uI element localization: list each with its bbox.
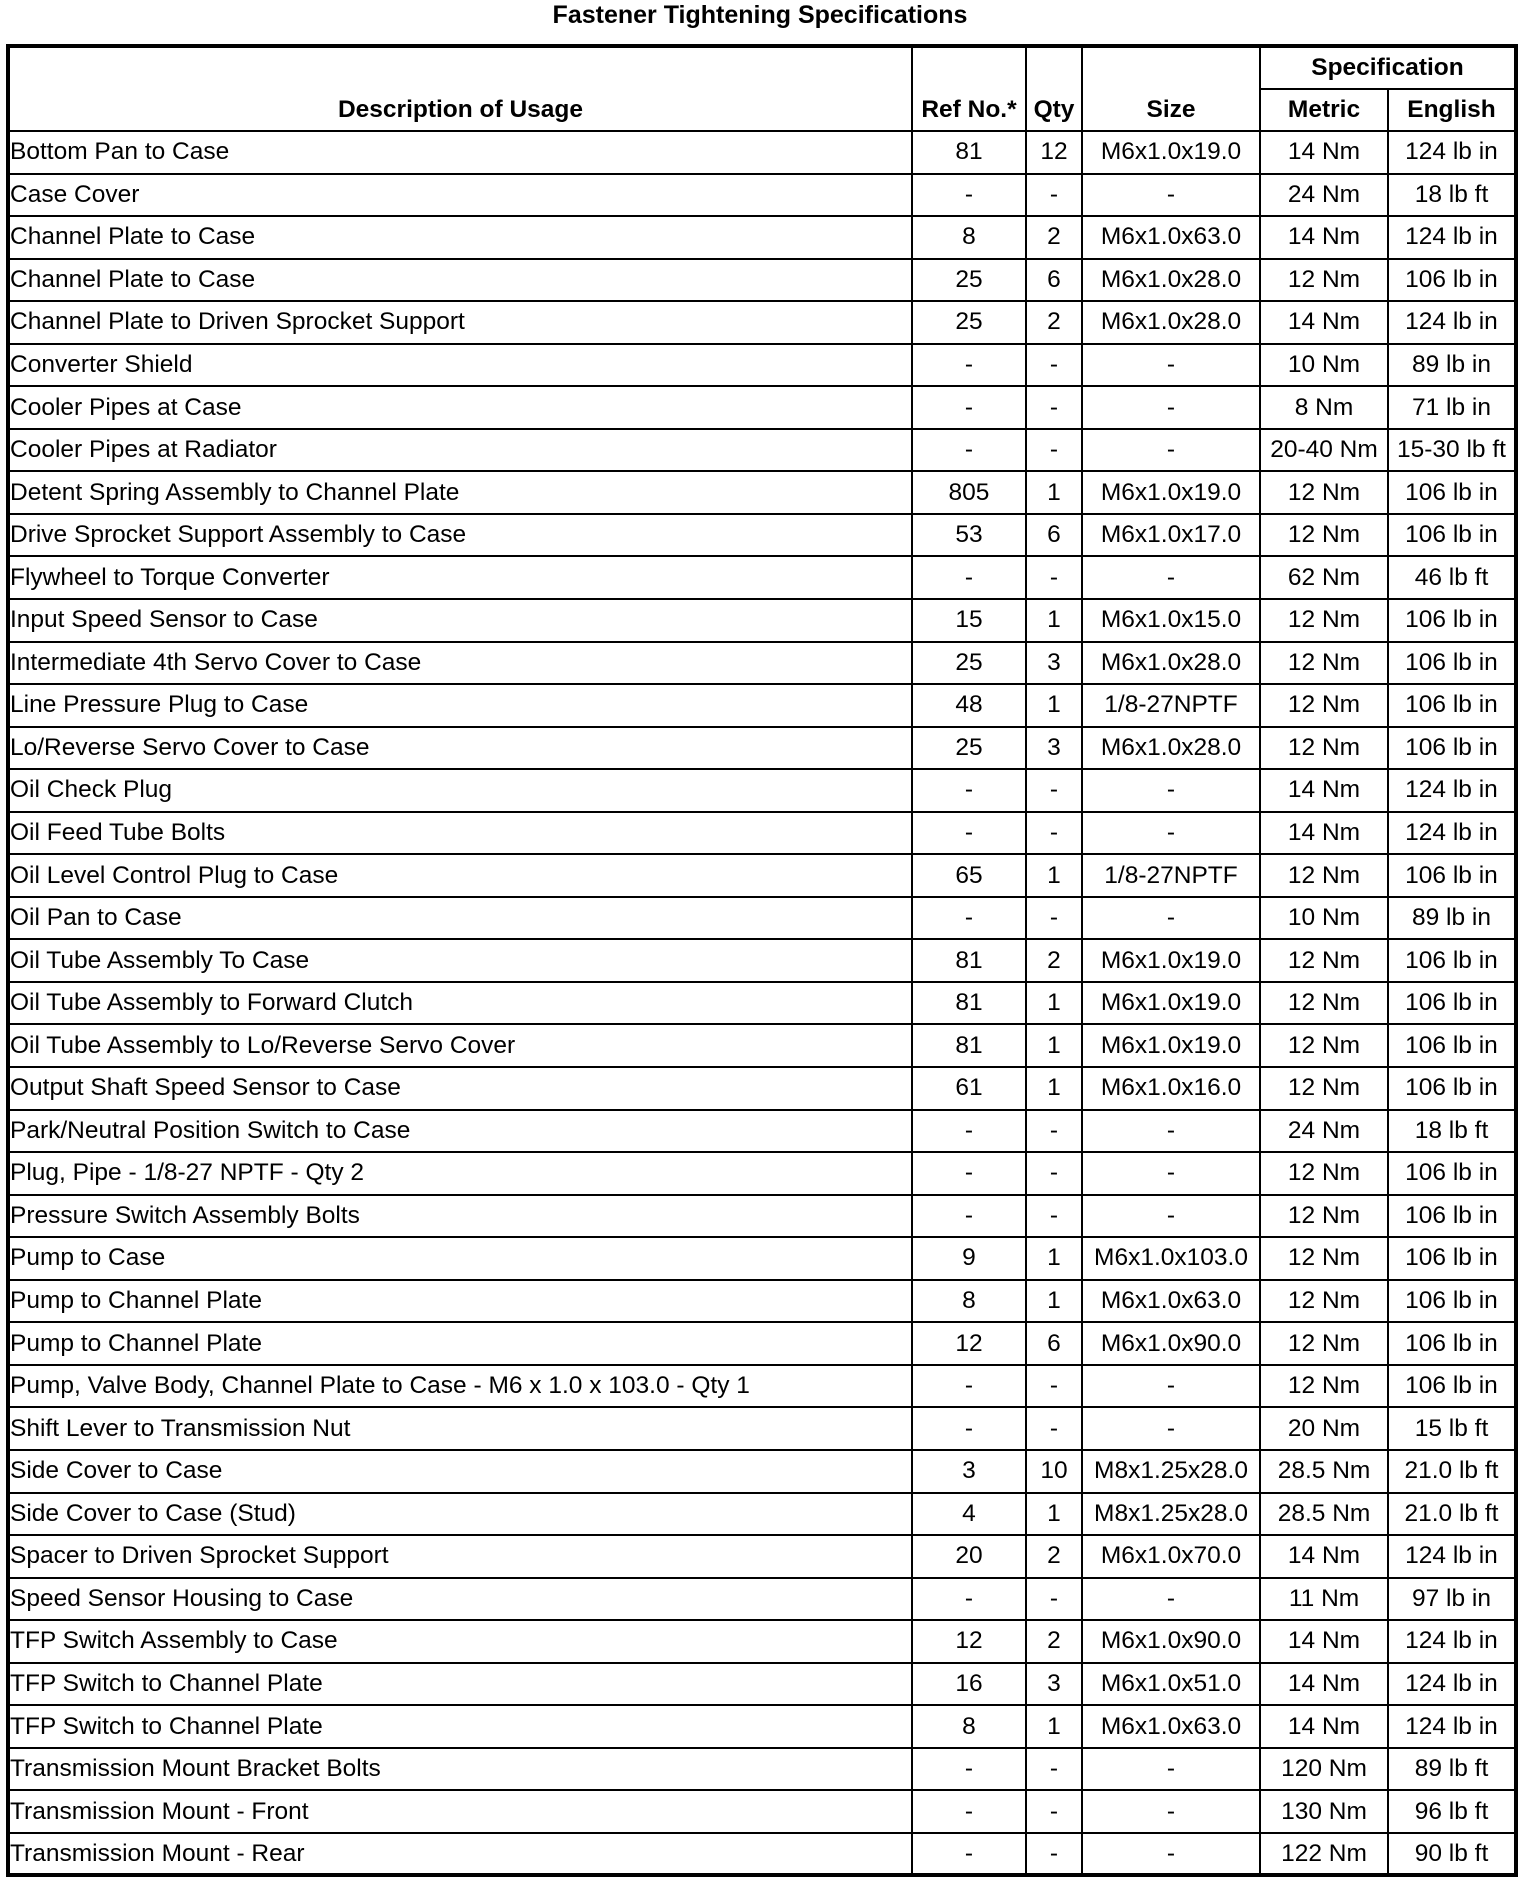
qty-cell: 6 bbox=[1026, 259, 1082, 302]
description-cell: Plug, Pipe - 1/8-27 NPTF - Qty 2 bbox=[8, 1152, 912, 1195]
english-cell: 106 lb in bbox=[1388, 1322, 1516, 1365]
size-cell: - bbox=[1082, 1110, 1260, 1153]
ref-no-cell: 9 bbox=[912, 1237, 1026, 1280]
metric-cell: 14 Nm bbox=[1260, 1535, 1388, 1578]
description-cell: Pump, Valve Body, Channel Plate to Case - M6 x 1.0 x 103.0 - Qty 1 bbox=[8, 1365, 912, 1408]
qty-cell: 2 bbox=[1026, 939, 1082, 982]
col-header-metric: Metric bbox=[1260, 89, 1388, 131]
ref-no-cell: 25 bbox=[912, 642, 1026, 685]
size-cell: M6x1.0x28.0 bbox=[1082, 301, 1260, 344]
description-cell: TFP Switch to Channel Plate bbox=[8, 1705, 912, 1748]
table-row bbox=[8, 301, 1516, 344]
metric-cell: 12 Nm bbox=[1260, 1067, 1388, 1110]
english-cell: 21.0 lb ft bbox=[1388, 1493, 1516, 1536]
qty-cell: 1 bbox=[1026, 684, 1082, 727]
english-cell: 90 lb ft bbox=[1388, 1833, 1516, 1876]
ref-no-cell: - bbox=[912, 556, 1026, 599]
table-row bbox=[8, 556, 1516, 599]
size-cell: M6x1.0x70.0 bbox=[1082, 1535, 1260, 1578]
ref-no-cell: 81 bbox=[912, 939, 1026, 982]
table-row bbox=[8, 1237, 1516, 1280]
table-row bbox=[8, 642, 1516, 685]
size-cell: M6x1.0x28.0 bbox=[1082, 259, 1260, 302]
description-cell: Drive Sprocket Support Assembly to Case bbox=[8, 514, 912, 557]
size-cell: - bbox=[1082, 1407, 1260, 1450]
metric-cell: 62 Nm bbox=[1260, 556, 1388, 599]
metric-cell: 12 Nm bbox=[1260, 1024, 1388, 1067]
metric-cell: 14 Nm bbox=[1260, 769, 1388, 812]
ref-no-cell: 81 bbox=[912, 982, 1026, 1025]
metric-cell: 130 Nm bbox=[1260, 1790, 1388, 1833]
table-row bbox=[8, 1790, 1516, 1833]
table-row bbox=[8, 1578, 1516, 1621]
english-cell: 106 lb in bbox=[1388, 1152, 1516, 1195]
description-cell: Lo/Reverse Servo Cover to Case bbox=[8, 727, 912, 770]
table-row bbox=[8, 1833, 1516, 1876]
ref-no-cell: - bbox=[912, 1407, 1026, 1450]
size-cell: M6x1.0x28.0 bbox=[1082, 727, 1260, 770]
description-cell: Transmission Mount Bracket Bolts bbox=[8, 1748, 912, 1791]
description-cell: Pressure Switch Assembly Bolts bbox=[8, 1195, 912, 1238]
description-cell: Channel Plate to Driven Sprocket Support bbox=[8, 301, 912, 344]
table-row bbox=[8, 1110, 1516, 1153]
qty-cell: 10 bbox=[1026, 1450, 1082, 1493]
description-cell: Oil Level Control Plug to Case bbox=[8, 854, 912, 897]
description-cell: Oil Tube Assembly To Case bbox=[8, 939, 912, 982]
english-cell: 106 lb in bbox=[1388, 854, 1516, 897]
size-cell: M6x1.0x103.0 bbox=[1082, 1237, 1260, 1280]
english-cell: 106 lb in bbox=[1388, 939, 1516, 982]
ref-no-cell: - bbox=[912, 1195, 1026, 1238]
english-cell: 124 lb in bbox=[1388, 301, 1516, 344]
qty-cell: - bbox=[1026, 1748, 1082, 1791]
metric-cell: 28.5 Nm bbox=[1260, 1450, 1388, 1493]
size-cell: - bbox=[1082, 1365, 1260, 1408]
metric-cell: 11 Nm bbox=[1260, 1578, 1388, 1621]
qty-cell: 3 bbox=[1026, 727, 1082, 770]
metric-cell: 24 Nm bbox=[1260, 174, 1388, 217]
english-cell: 106 lb in bbox=[1388, 599, 1516, 642]
table-row bbox=[8, 1620, 1516, 1663]
ref-no-cell: - bbox=[912, 1833, 1026, 1876]
qty-cell: 3 bbox=[1026, 1663, 1082, 1706]
size-cell: M6x1.0x51.0 bbox=[1082, 1663, 1260, 1706]
metric-cell: 12 Nm bbox=[1260, 982, 1388, 1025]
table-row bbox=[8, 386, 1516, 429]
english-cell: 124 lb in bbox=[1388, 1620, 1516, 1663]
table-row bbox=[8, 1450, 1516, 1493]
qty-cell: 2 bbox=[1026, 301, 1082, 344]
metric-cell: 12 Nm bbox=[1260, 1237, 1388, 1280]
size-cell: - bbox=[1082, 556, 1260, 599]
description-cell: Spacer to Driven Sprocket Support bbox=[8, 1535, 912, 1578]
description-cell: Channel Plate to Case bbox=[8, 216, 912, 259]
metric-cell: 12 Nm bbox=[1260, 259, 1388, 302]
qty-cell: 2 bbox=[1026, 1620, 1082, 1663]
table-row bbox=[8, 131, 1516, 174]
description-cell: Oil Feed Tube Bolts bbox=[8, 812, 912, 855]
metric-cell: 12 Nm bbox=[1260, 1322, 1388, 1365]
size-cell: M6x1.0x17.0 bbox=[1082, 514, 1260, 557]
english-cell: 97 lb in bbox=[1388, 1578, 1516, 1621]
ref-no-cell: 8 bbox=[912, 216, 1026, 259]
metric-cell: 14 Nm bbox=[1260, 1620, 1388, 1663]
metric-cell: 14 Nm bbox=[1260, 301, 1388, 344]
metric-cell: 12 Nm bbox=[1260, 1195, 1388, 1238]
ref-no-cell: 16 bbox=[912, 1663, 1026, 1706]
qty-cell: 6 bbox=[1026, 514, 1082, 557]
english-cell: 15-30 lb ft bbox=[1388, 429, 1516, 472]
qty-cell: 1 bbox=[1026, 1493, 1082, 1536]
english-cell: 89 lb ft bbox=[1388, 1748, 1516, 1791]
description-cell: Oil Tube Assembly to Lo/Reverse Servo Cover bbox=[8, 1024, 912, 1067]
table-row bbox=[8, 429, 1516, 472]
qty-cell: - bbox=[1026, 1407, 1082, 1450]
qty-cell: 1 bbox=[1026, 1705, 1082, 1748]
english-cell: 124 lb in bbox=[1388, 1535, 1516, 1578]
size-cell: - bbox=[1082, 1578, 1260, 1621]
ref-no-cell: - bbox=[912, 897, 1026, 940]
qty-cell: 1 bbox=[1026, 1237, 1082, 1280]
description-cell: Transmission Mount - Rear bbox=[8, 1833, 912, 1876]
metric-cell: 12 Nm bbox=[1260, 514, 1388, 557]
description-cell: Transmission Mount - Front bbox=[8, 1790, 912, 1833]
qty-cell: - bbox=[1026, 1195, 1082, 1238]
col-header-description: Description of Usage bbox=[8, 46, 912, 131]
table-row bbox=[8, 1748, 1516, 1791]
size-cell: M6x1.0x63.0 bbox=[1082, 216, 1260, 259]
qty-cell: 1 bbox=[1026, 1067, 1082, 1110]
col-header-english: English bbox=[1388, 89, 1516, 131]
size-cell: M8x1.25x28.0 bbox=[1082, 1450, 1260, 1493]
metric-cell: 12 Nm bbox=[1260, 727, 1388, 770]
metric-cell: 10 Nm bbox=[1260, 897, 1388, 940]
english-cell: 124 lb in bbox=[1388, 1663, 1516, 1706]
metric-cell: 14 Nm bbox=[1260, 1705, 1388, 1748]
description-cell: Park/Neutral Position Switch to Case bbox=[8, 1110, 912, 1153]
qty-cell: 12 bbox=[1026, 131, 1082, 174]
qty-cell: - bbox=[1026, 556, 1082, 599]
table-row bbox=[8, 471, 1516, 514]
english-cell: 106 lb in bbox=[1388, 982, 1516, 1025]
size-cell: M6x1.0x90.0 bbox=[1082, 1620, 1260, 1663]
metric-cell: 14 Nm bbox=[1260, 1663, 1388, 1706]
metric-cell: 8 Nm bbox=[1260, 386, 1388, 429]
table-row bbox=[8, 599, 1516, 642]
col-header-qty: Qty bbox=[1026, 46, 1082, 131]
english-cell: 89 lb in bbox=[1388, 344, 1516, 387]
table-row bbox=[8, 1663, 1516, 1706]
description-cell: Line Pressure Plug to Case bbox=[8, 684, 912, 727]
english-cell: 18 lb ft bbox=[1388, 1110, 1516, 1153]
qty-cell: 1 bbox=[1026, 854, 1082, 897]
ref-no-cell: 25 bbox=[912, 727, 1026, 770]
table-row bbox=[8, 1067, 1516, 1110]
description-cell: TFP Switch Assembly to Case bbox=[8, 1620, 912, 1663]
size-cell: M6x1.0x19.0 bbox=[1082, 471, 1260, 514]
description-cell: Cooler Pipes at Case bbox=[8, 386, 912, 429]
ref-no-cell: 4 bbox=[912, 1493, 1026, 1536]
metric-cell: 12 Nm bbox=[1260, 939, 1388, 982]
english-cell: 89 lb in bbox=[1388, 897, 1516, 940]
col-header-specification: Specification bbox=[1260, 46, 1516, 89]
english-cell: 46 lb ft bbox=[1388, 556, 1516, 599]
english-cell: 18 lb ft bbox=[1388, 174, 1516, 217]
table-row bbox=[8, 1024, 1516, 1067]
english-cell: 71 lb in bbox=[1388, 386, 1516, 429]
size-cell: 1/8-27NPTF bbox=[1082, 854, 1260, 897]
table-row bbox=[8, 1322, 1516, 1365]
table-row bbox=[8, 344, 1516, 387]
ref-no-cell: - bbox=[912, 1152, 1026, 1195]
ref-no-cell: - bbox=[912, 344, 1026, 387]
description-cell: Case Cover bbox=[8, 174, 912, 217]
description-cell: Side Cover to Case bbox=[8, 1450, 912, 1493]
english-cell: 106 lb in bbox=[1388, 727, 1516, 770]
table-row bbox=[8, 259, 1516, 302]
size-cell: M6x1.0x19.0 bbox=[1082, 939, 1260, 982]
table-row bbox=[8, 1280, 1516, 1323]
size-cell: M6x1.0x19.0 bbox=[1082, 131, 1260, 174]
table-row bbox=[8, 216, 1516, 259]
table-row bbox=[8, 1365, 1516, 1408]
table-row bbox=[8, 514, 1516, 557]
size-cell: - bbox=[1082, 1833, 1260, 1876]
metric-cell: 14 Nm bbox=[1260, 812, 1388, 855]
size-cell: - bbox=[1082, 1152, 1260, 1195]
metric-cell: 20 Nm bbox=[1260, 1407, 1388, 1450]
qty-cell: 1 bbox=[1026, 1280, 1082, 1323]
ref-no-cell: - bbox=[912, 1365, 1026, 1408]
metric-cell: 28.5 Nm bbox=[1260, 1493, 1388, 1536]
metric-cell: 12 Nm bbox=[1260, 471, 1388, 514]
size-cell: 1/8-27NPTF bbox=[1082, 684, 1260, 727]
size-cell: - bbox=[1082, 769, 1260, 812]
size-cell: - bbox=[1082, 386, 1260, 429]
english-cell: 106 lb in bbox=[1388, 684, 1516, 727]
metric-cell: 24 Nm bbox=[1260, 1110, 1388, 1153]
description-cell: Pump to Channel Plate bbox=[8, 1322, 912, 1365]
qty-cell: 1 bbox=[1026, 1024, 1082, 1067]
english-cell: 106 lb in bbox=[1388, 1067, 1516, 1110]
description-cell: Input Speed Sensor to Case bbox=[8, 599, 912, 642]
qty-cell: - bbox=[1026, 1790, 1082, 1833]
description-cell: Cooler Pipes at Radiator bbox=[8, 429, 912, 472]
table-row bbox=[8, 174, 1516, 217]
english-cell: 21.0 lb ft bbox=[1388, 1450, 1516, 1493]
size-cell: - bbox=[1082, 174, 1260, 217]
english-cell: 15 lb ft bbox=[1388, 1407, 1516, 1450]
size-cell: - bbox=[1082, 429, 1260, 472]
size-cell: M6x1.0x63.0 bbox=[1082, 1280, 1260, 1323]
ref-no-cell: 8 bbox=[912, 1705, 1026, 1748]
metric-cell: 12 Nm bbox=[1260, 599, 1388, 642]
qty-cell: - bbox=[1026, 812, 1082, 855]
ref-no-cell: 12 bbox=[912, 1322, 1026, 1365]
size-cell: M6x1.0x90.0 bbox=[1082, 1322, 1260, 1365]
english-cell: 106 lb in bbox=[1388, 1280, 1516, 1323]
ref-no-cell: 20 bbox=[912, 1535, 1026, 1578]
ref-no-cell: 53 bbox=[912, 514, 1026, 557]
english-cell: 106 lb in bbox=[1388, 1365, 1516, 1408]
qty-cell: - bbox=[1026, 344, 1082, 387]
english-cell: 106 lb in bbox=[1388, 642, 1516, 685]
table-row bbox=[8, 1152, 1516, 1195]
description-cell: Pump to Case bbox=[8, 1237, 912, 1280]
qty-cell: - bbox=[1026, 1833, 1082, 1876]
english-cell: 106 lb in bbox=[1388, 514, 1516, 557]
size-cell: - bbox=[1082, 1790, 1260, 1833]
english-cell: 106 lb in bbox=[1388, 1237, 1516, 1280]
size-cell: M6x1.0x19.0 bbox=[1082, 1024, 1260, 1067]
size-cell: M6x1.0x19.0 bbox=[1082, 982, 1260, 1025]
qty-cell: 1 bbox=[1026, 982, 1082, 1025]
table-row bbox=[8, 812, 1516, 855]
ref-no-cell: - bbox=[912, 1790, 1026, 1833]
size-cell: - bbox=[1082, 812, 1260, 855]
col-header-size: Size bbox=[1082, 46, 1260, 131]
qty-cell: 1 bbox=[1026, 599, 1082, 642]
qty-cell: - bbox=[1026, 769, 1082, 812]
ref-no-cell: 3 bbox=[912, 1450, 1026, 1493]
table-row bbox=[8, 769, 1516, 812]
qty-cell: 2 bbox=[1026, 1535, 1082, 1578]
metric-cell: 14 Nm bbox=[1260, 131, 1388, 174]
english-cell: 124 lb in bbox=[1388, 1705, 1516, 1748]
table-row bbox=[8, 1493, 1516, 1536]
size-cell: M6x1.0x15.0 bbox=[1082, 599, 1260, 642]
page-title: Fastener Tightening Specifications bbox=[552, 1, 968, 29]
description-cell: Oil Pan to Case bbox=[8, 897, 912, 940]
description-cell: Shift Lever to Transmission Nut bbox=[8, 1407, 912, 1450]
description-cell: Side Cover to Case (Stud) bbox=[8, 1493, 912, 1536]
ref-no-cell: - bbox=[912, 386, 1026, 429]
table-row bbox=[8, 727, 1516, 770]
table-row bbox=[8, 982, 1516, 1025]
table-row bbox=[8, 939, 1516, 982]
description-cell: Pump to Channel Plate bbox=[8, 1280, 912, 1323]
metric-cell: 12 Nm bbox=[1260, 1280, 1388, 1323]
metric-cell: 120 Nm bbox=[1260, 1748, 1388, 1791]
metric-cell: 20-40 Nm bbox=[1260, 429, 1388, 472]
english-cell: 124 lb in bbox=[1388, 216, 1516, 259]
table-row bbox=[8, 1195, 1516, 1238]
qty-cell: - bbox=[1026, 897, 1082, 940]
metric-cell: 122 Nm bbox=[1260, 1833, 1388, 1876]
description-cell: Oil Tube Assembly to Forward Clutch bbox=[8, 982, 912, 1025]
metric-cell: 10 Nm bbox=[1260, 344, 1388, 387]
size-cell: M8x1.25x28.0 bbox=[1082, 1493, 1260, 1536]
qty-cell: 2 bbox=[1026, 216, 1082, 259]
col-header-ref-no: Ref No.* bbox=[912, 46, 1026, 131]
ref-no-cell: 15 bbox=[912, 599, 1026, 642]
qty-cell: 3 bbox=[1026, 642, 1082, 685]
metric-cell: 12 Nm bbox=[1260, 684, 1388, 727]
ref-no-cell: - bbox=[912, 769, 1026, 812]
table-row bbox=[8, 1705, 1516, 1748]
qty-cell: - bbox=[1026, 174, 1082, 217]
ref-no-cell: - bbox=[912, 1578, 1026, 1621]
table-row bbox=[8, 854, 1516, 897]
description-cell: Converter Shield bbox=[8, 344, 912, 387]
qty-cell: 6 bbox=[1026, 1322, 1082, 1365]
ref-no-cell: 48 bbox=[912, 684, 1026, 727]
english-cell: 124 lb in bbox=[1388, 131, 1516, 174]
size-cell: M6x1.0x16.0 bbox=[1082, 1067, 1260, 1110]
metric-cell: 12 Nm bbox=[1260, 642, 1388, 685]
ref-no-cell: - bbox=[912, 812, 1026, 855]
qty-cell: - bbox=[1026, 386, 1082, 429]
ref-no-cell: - bbox=[912, 429, 1026, 472]
ref-no-cell: - bbox=[912, 1748, 1026, 1791]
fastener-spec-table bbox=[6, 44, 1518, 1877]
table-row bbox=[8, 897, 1516, 940]
english-cell: 106 lb in bbox=[1388, 1195, 1516, 1238]
ref-no-cell: 12 bbox=[912, 1620, 1026, 1663]
size-cell: - bbox=[1082, 897, 1260, 940]
ref-no-cell: - bbox=[912, 1110, 1026, 1153]
ref-no-cell: 81 bbox=[912, 1024, 1026, 1067]
size-cell: M6x1.0x63.0 bbox=[1082, 1705, 1260, 1748]
qty-cell: - bbox=[1026, 1152, 1082, 1195]
qty-cell: - bbox=[1026, 1365, 1082, 1408]
ref-no-cell: 81 bbox=[912, 131, 1026, 174]
english-cell: 106 lb in bbox=[1388, 471, 1516, 514]
description-cell: Intermediate 4th Servo Cover to Case bbox=[8, 642, 912, 685]
ref-no-cell: 25 bbox=[912, 259, 1026, 302]
english-cell: 106 lb in bbox=[1388, 259, 1516, 302]
ref-no-cell: 805 bbox=[912, 471, 1026, 514]
spec-table-body bbox=[8, 131, 1516, 1875]
table-row bbox=[8, 1535, 1516, 1578]
ref-no-cell: 65 bbox=[912, 854, 1026, 897]
metric-cell: 12 Nm bbox=[1260, 1365, 1388, 1408]
metric-cell: 14 Nm bbox=[1260, 216, 1388, 259]
description-cell: Oil Check Plug bbox=[8, 769, 912, 812]
description-cell: Flywheel to Torque Converter bbox=[8, 556, 912, 599]
qty-cell: - bbox=[1026, 1110, 1082, 1153]
qty-cell: - bbox=[1026, 1578, 1082, 1621]
ref-no-cell: 8 bbox=[912, 1280, 1026, 1323]
qty-cell: - bbox=[1026, 429, 1082, 472]
size-cell: - bbox=[1082, 1195, 1260, 1238]
ref-no-cell: - bbox=[912, 174, 1026, 217]
description-cell: TFP Switch to Channel Plate bbox=[8, 1663, 912, 1706]
description-cell: Bottom Pan to Case bbox=[8, 131, 912, 174]
metric-cell: 12 Nm bbox=[1260, 854, 1388, 897]
ref-no-cell: 61 bbox=[912, 1067, 1026, 1110]
size-cell: - bbox=[1082, 1748, 1260, 1791]
description-cell: Detent Spring Assembly to Channel Plate bbox=[8, 471, 912, 514]
description-cell: Speed Sensor Housing to Case bbox=[8, 1578, 912, 1621]
table-row bbox=[8, 684, 1516, 727]
english-cell: 124 lb in bbox=[1388, 812, 1516, 855]
description-cell: Output Shaft Speed Sensor to Case bbox=[8, 1067, 912, 1110]
metric-cell: 12 Nm bbox=[1260, 1152, 1388, 1195]
ref-no-cell: 25 bbox=[912, 301, 1026, 344]
description-cell: Channel Plate to Case bbox=[8, 259, 912, 302]
qty-cell: 1 bbox=[1026, 471, 1082, 514]
table-row bbox=[8, 1407, 1516, 1450]
english-cell: 106 lb in bbox=[1388, 1024, 1516, 1067]
size-cell: - bbox=[1082, 344, 1260, 387]
english-cell: 124 lb in bbox=[1388, 769, 1516, 812]
size-cell: M6x1.0x28.0 bbox=[1082, 642, 1260, 685]
english-cell: 96 lb ft bbox=[1388, 1790, 1516, 1833]
